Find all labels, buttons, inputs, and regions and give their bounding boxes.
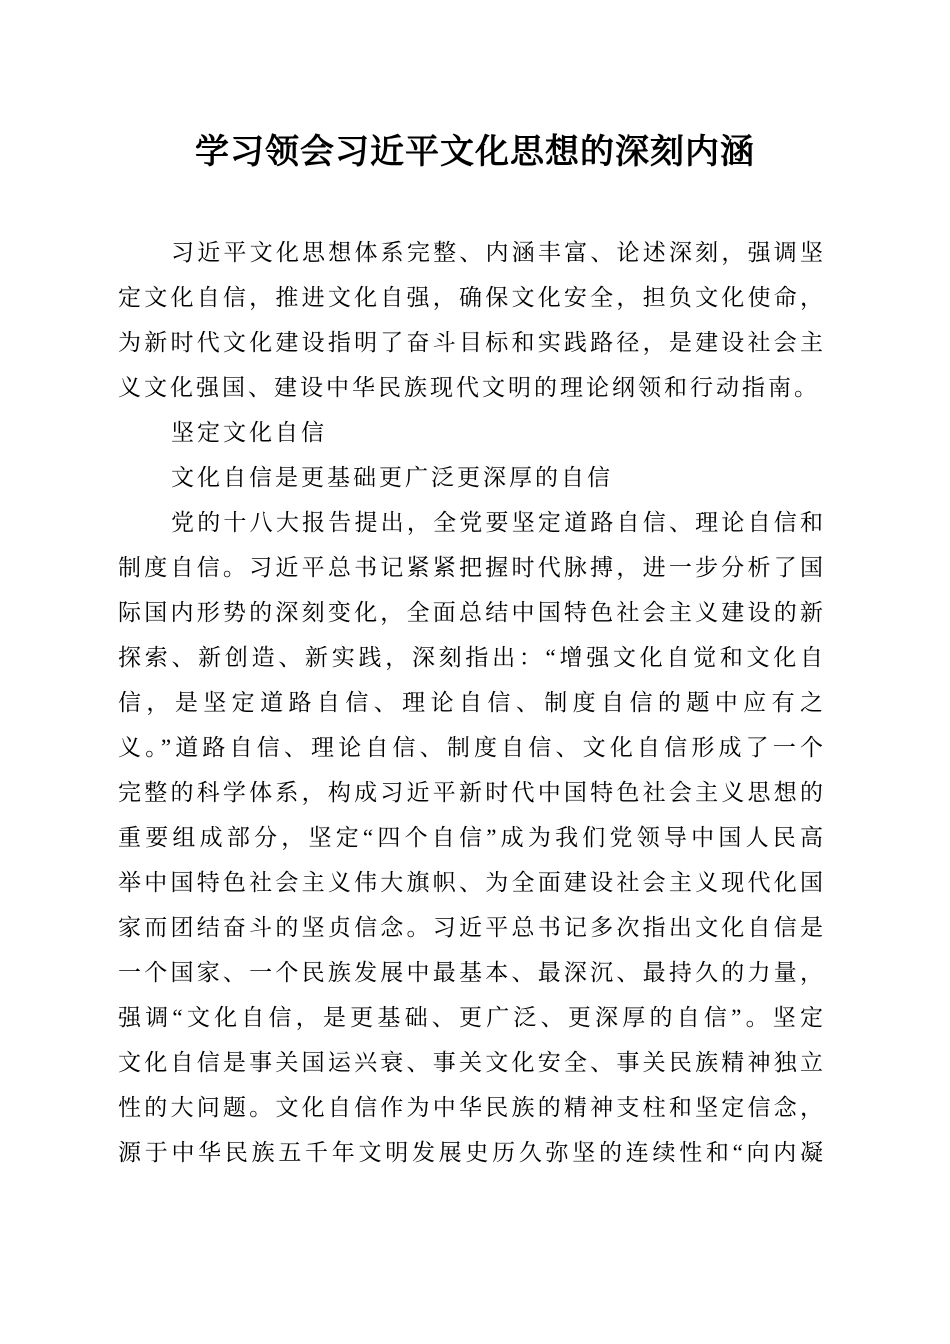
text-line: 信，是坚定道路自信、理论自信、制度自信的题中应有之 — [118, 690, 826, 715]
text-line: 际国内形势的深刻变化，全面总结中国特色社会主义建设的新 — [118, 600, 826, 625]
text-line: 重要组成部分，坚定“四个自信”成为我们党领导中国人民高 — [118, 825, 826, 850]
text-line: 强调“文化自信，是更基础、更广泛、更深厚的自信”。坚定 — [118, 1005, 826, 1030]
paragraph-intro — [118, 230, 826, 410]
text-line: 完整的科学体系，构成习近平新时代中国特色社会主义思想的 — [118, 780, 826, 805]
text-line: 文化自信是事关国运兴衰、事关文化安全、事关民族精神独立 — [118, 1050, 826, 1075]
paragraph-main — [118, 500, 826, 1175]
paragraph-subheading — [118, 455, 826, 500]
text-line: 举中国特色社会主义伟大旗帜、为全面建设社会主义现代化国 — [118, 870, 826, 895]
text-line: 坚定文化自信 — [171, 420, 327, 445]
text-line: 为新时代文化建设指明了奋斗目标和实践路径，是建设社会主 — [118, 330, 826, 355]
text-line: 习近平文化思想体系完整、内涵丰富、论述深刻，强调坚 — [171, 240, 826, 265]
text-line: 义文化强国、建设中华民族现代文明的理论纲领和行动指南。 — [118, 375, 820, 400]
text-line: 义。”道路自信、理论自信、制度自信、文化自信形成了一个 — [118, 735, 826, 760]
text-line: 一个国家、一个民族发展中最基本、最深沉、最持久的力量， — [118, 960, 826, 985]
document-body — [118, 230, 826, 1175]
document-title: 学习领会习近平文化思想的深刻内涵 — [195, 134, 755, 171]
text-line: 源于中华民族五千年文明发展史历久弥坚的连续性和“向内凝 — [118, 1140, 826, 1165]
text-line: 探索、新创造、新实践，深刻指出：“增强文化自觉和文化自 — [118, 645, 826, 670]
paragraph-section-heading — [118, 410, 826, 455]
text-line: 定文化自信，推进文化自强，确保文化安全，担负文化使命， — [118, 285, 826, 310]
text-line: 文化自信是更基础更广泛更深厚的自信 — [171, 465, 613, 490]
text-line: 党的十八大报告提出，全党要坚定道路自信、理论自信和 — [171, 510, 826, 535]
text-line: 性的大问题。文化自信作为中华民族的精神支柱和坚定信念， — [118, 1095, 826, 1120]
text-line: 制度自信。习近平总书记紧紧把握时代脉搏，进一步分析了国 — [118, 555, 826, 580]
text-line: 家而团结奋斗的坚贞信念。习近平总书记多次指出文化自信是 — [118, 915, 826, 940]
